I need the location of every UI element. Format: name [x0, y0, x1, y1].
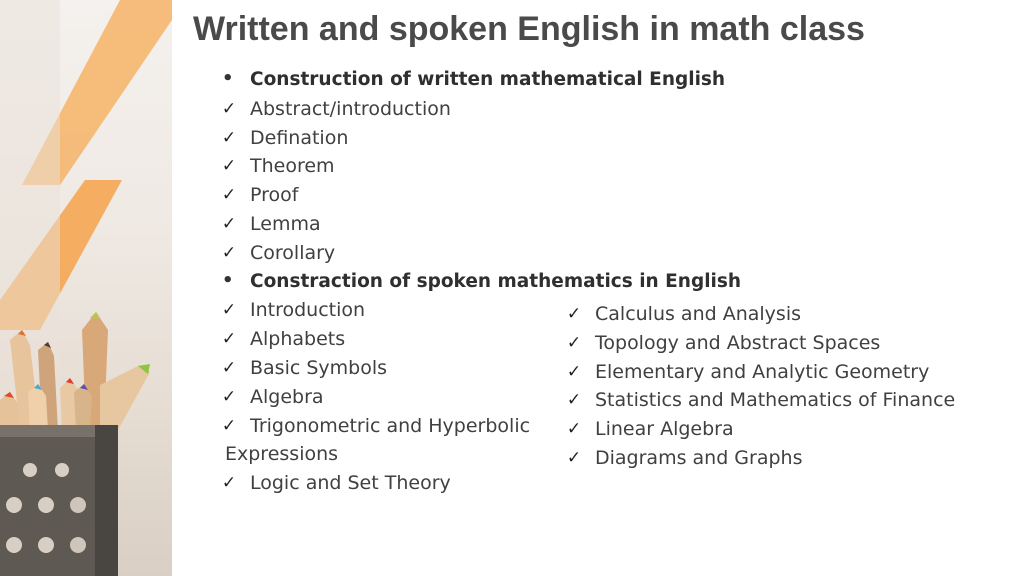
section-heading [222, 68, 726, 91]
checkmark-icon: ✓ [221, 415, 237, 436]
list-item [221, 213, 321, 235]
list-item-text: Defination [250, 126, 349, 149]
decorative-photo-panel [0, 0, 172, 576]
list-item-text: Proof [250, 184, 299, 207]
checkmark-icon: ✓ [221, 386, 237, 407]
list-item-text: Basic Symbols [250, 357, 388, 379]
pencil-cup-illustration [0, 0, 172, 576]
list-item [566, 331, 881, 354]
list-item [221, 155, 335, 178]
list-item-text: Calculus and Analysis [595, 303, 802, 325]
checkmark-icon: ✓ [566, 361, 582, 382]
list-item-text: Topology and Abstract Spaces [595, 331, 881, 354]
checkmark-icon: ✓ [221, 329, 237, 350]
bullet-icon: • [222, 269, 234, 291]
checkmark-icon: ✓ [221, 127, 237, 148]
checkmark-icon: ✓ [566, 448, 582, 468]
checkmark-icon: ✓ [221, 300, 237, 321]
list-item [566, 360, 930, 383]
pencil-cup [0, 425, 118, 576]
bullet-icon: • [222, 68, 234, 89]
checkmark-icon: ✓ [566, 390, 582, 411]
list-item-text: Algebra [250, 385, 324, 408]
checkmark-icon: ✓ [221, 185, 237, 206]
list-item-text: Abstract/introduction [250, 97, 451, 120]
list-item-text: Expressions [225, 443, 339, 466]
list-item [221, 126, 349, 149]
list-item-text: Constraction of spoken mathematics in English [250, 270, 742, 292]
checkmark-icon: ✓ [221, 473, 237, 494]
checkmark-icon: ✓ [221, 98, 237, 119]
checkmark-icon: ✓ [221, 156, 237, 177]
list-item-text: Elementary and Analytic Geometry [595, 360, 930, 383]
list-item-text: Theorem [250, 155, 335, 178]
list-item-text: Corollary [250, 241, 336, 264]
checkmark-icon: ✓ [566, 332, 582, 353]
list-item-text: Lemma [250, 213, 321, 235]
checkmark-icon: ✓ [566, 419, 582, 440]
list-item [566, 447, 803, 469]
list-item [221, 97, 451, 120]
list-item [221, 184, 299, 207]
list-item-text: Alphabets [250, 328, 346, 351]
list-item [221, 241, 336, 264]
list-item [221, 472, 451, 495]
list-item [221, 385, 324, 408]
list-item-text: Diagrams and Graphs [595, 447, 803, 469]
checkmark-icon: ✓ [221, 358, 237, 378]
list-item [221, 328, 346, 351]
list-item [225, 443, 338, 465]
page-title: Written and spoken English in math class [193, 10, 865, 48]
list-item-text: Introduction [250, 299, 366, 322]
list-item-text: Construction of written mathematical English [250, 69, 726, 90]
checkmark-icon: ✓ [221, 214, 237, 234]
section-heading [222, 269, 742, 293]
checkmark-icon: ✓ [566, 304, 582, 324]
list-item-text: Linear Algebra [595, 418, 734, 441]
list-item-text: Statistics and Mathematics of Finance [595, 389, 956, 412]
list-item-text: Logic and Set Theory [250, 472, 451, 495]
list-item [566, 418, 734, 441]
checkmark-icon: ✓ [221, 242, 237, 263]
list-item [221, 414, 531, 437]
list-item [221, 357, 388, 379]
list-item [566, 389, 956, 412]
list-item [566, 303, 802, 325]
list-item-text: Trigonometric and Hyperbolic [250, 414, 531, 437]
list-item [221, 299, 366, 322]
